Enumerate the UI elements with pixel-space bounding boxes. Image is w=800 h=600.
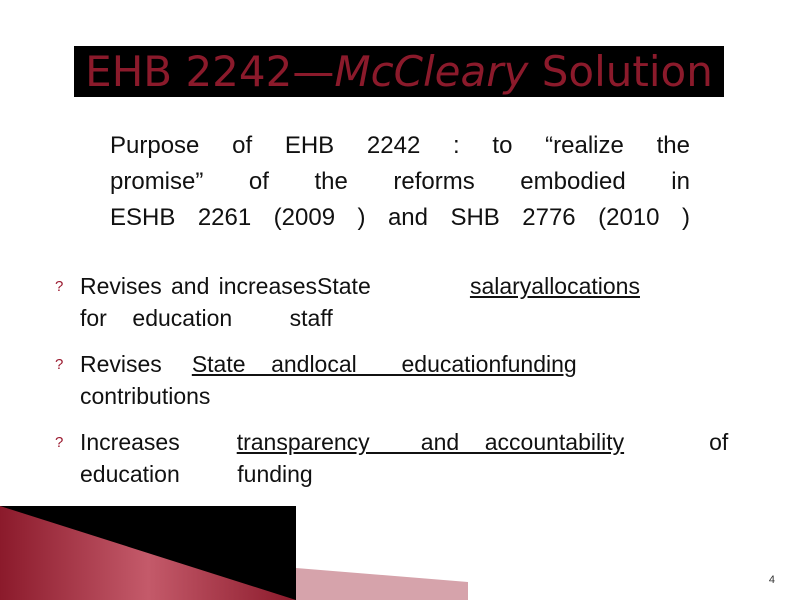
word: : [453, 132, 460, 159]
word: ) [357, 204, 366, 231]
word: SHB [450, 204, 500, 231]
word: “realize [545, 132, 624, 159]
title-main: EHB 2242— [85, 47, 335, 96]
word: 2776 [522, 204, 576, 231]
bullet-item [55, 426, 745, 490]
word: promise” [110, 168, 204, 195]
purpose-statement [110, 128, 690, 236]
word: 2261 [197, 204, 252, 231]
bullet-marker-icon: ? [55, 356, 64, 373]
underlined-phrase: transparency and accountability [236, 429, 625, 455]
word: ) [681, 204, 690, 231]
word: of [248, 168, 269, 195]
word: in [671, 168, 690, 195]
word: the [314, 168, 348, 195]
underlined-phrase: salaryallocations [469, 273, 640, 299]
title-tail: Solution [528, 47, 713, 96]
word: EHB [284, 132, 335, 159]
word: embodied [520, 168, 626, 195]
word: of [232, 132, 253, 159]
underlined-phrase: State andlocal educationfunding [191, 351, 577, 377]
pink-stripe [296, 568, 468, 600]
purpose-line-3 [110, 200, 690, 236]
bullet-item [55, 348, 745, 412]
word: of [709, 429, 729, 455]
decorative-corner-graphic [0, 498, 800, 600]
title-italic: McCleary [334, 47, 529, 96]
bullet-line-2: education funding [80, 461, 313, 487]
word: and [387, 204, 428, 231]
word: to [492, 132, 513, 159]
word: (2010 [598, 204, 660, 231]
word: 2242 [366, 132, 421, 159]
word: reforms [393, 168, 475, 195]
bullet-marker-icon: ? [55, 434, 64, 451]
word: (2009 [273, 204, 336, 231]
bullet-item [55, 270, 745, 334]
page-number: 4 [768, 574, 775, 586]
bullet-marker-icon: ? [55, 278, 64, 295]
bullet-line-2: for education staff [80, 305, 333, 331]
purpose-line-2 [110, 164, 690, 200]
bullet-line-2: contributions [80, 383, 211, 409]
word: Increases [80, 429, 180, 455]
purpose-line-1 [110, 128, 690, 164]
bullet-list [55, 270, 745, 504]
word: Revises [80, 273, 162, 299]
word: and [171, 273, 210, 299]
title-bar [74, 46, 724, 97]
word: Revises [80, 351, 162, 377]
word: Purpose [110, 132, 200, 159]
word: ESHB [110, 204, 176, 231]
word: the [656, 132, 690, 159]
slide-title [85, 46, 713, 97]
word: increasesState [218, 273, 371, 299]
